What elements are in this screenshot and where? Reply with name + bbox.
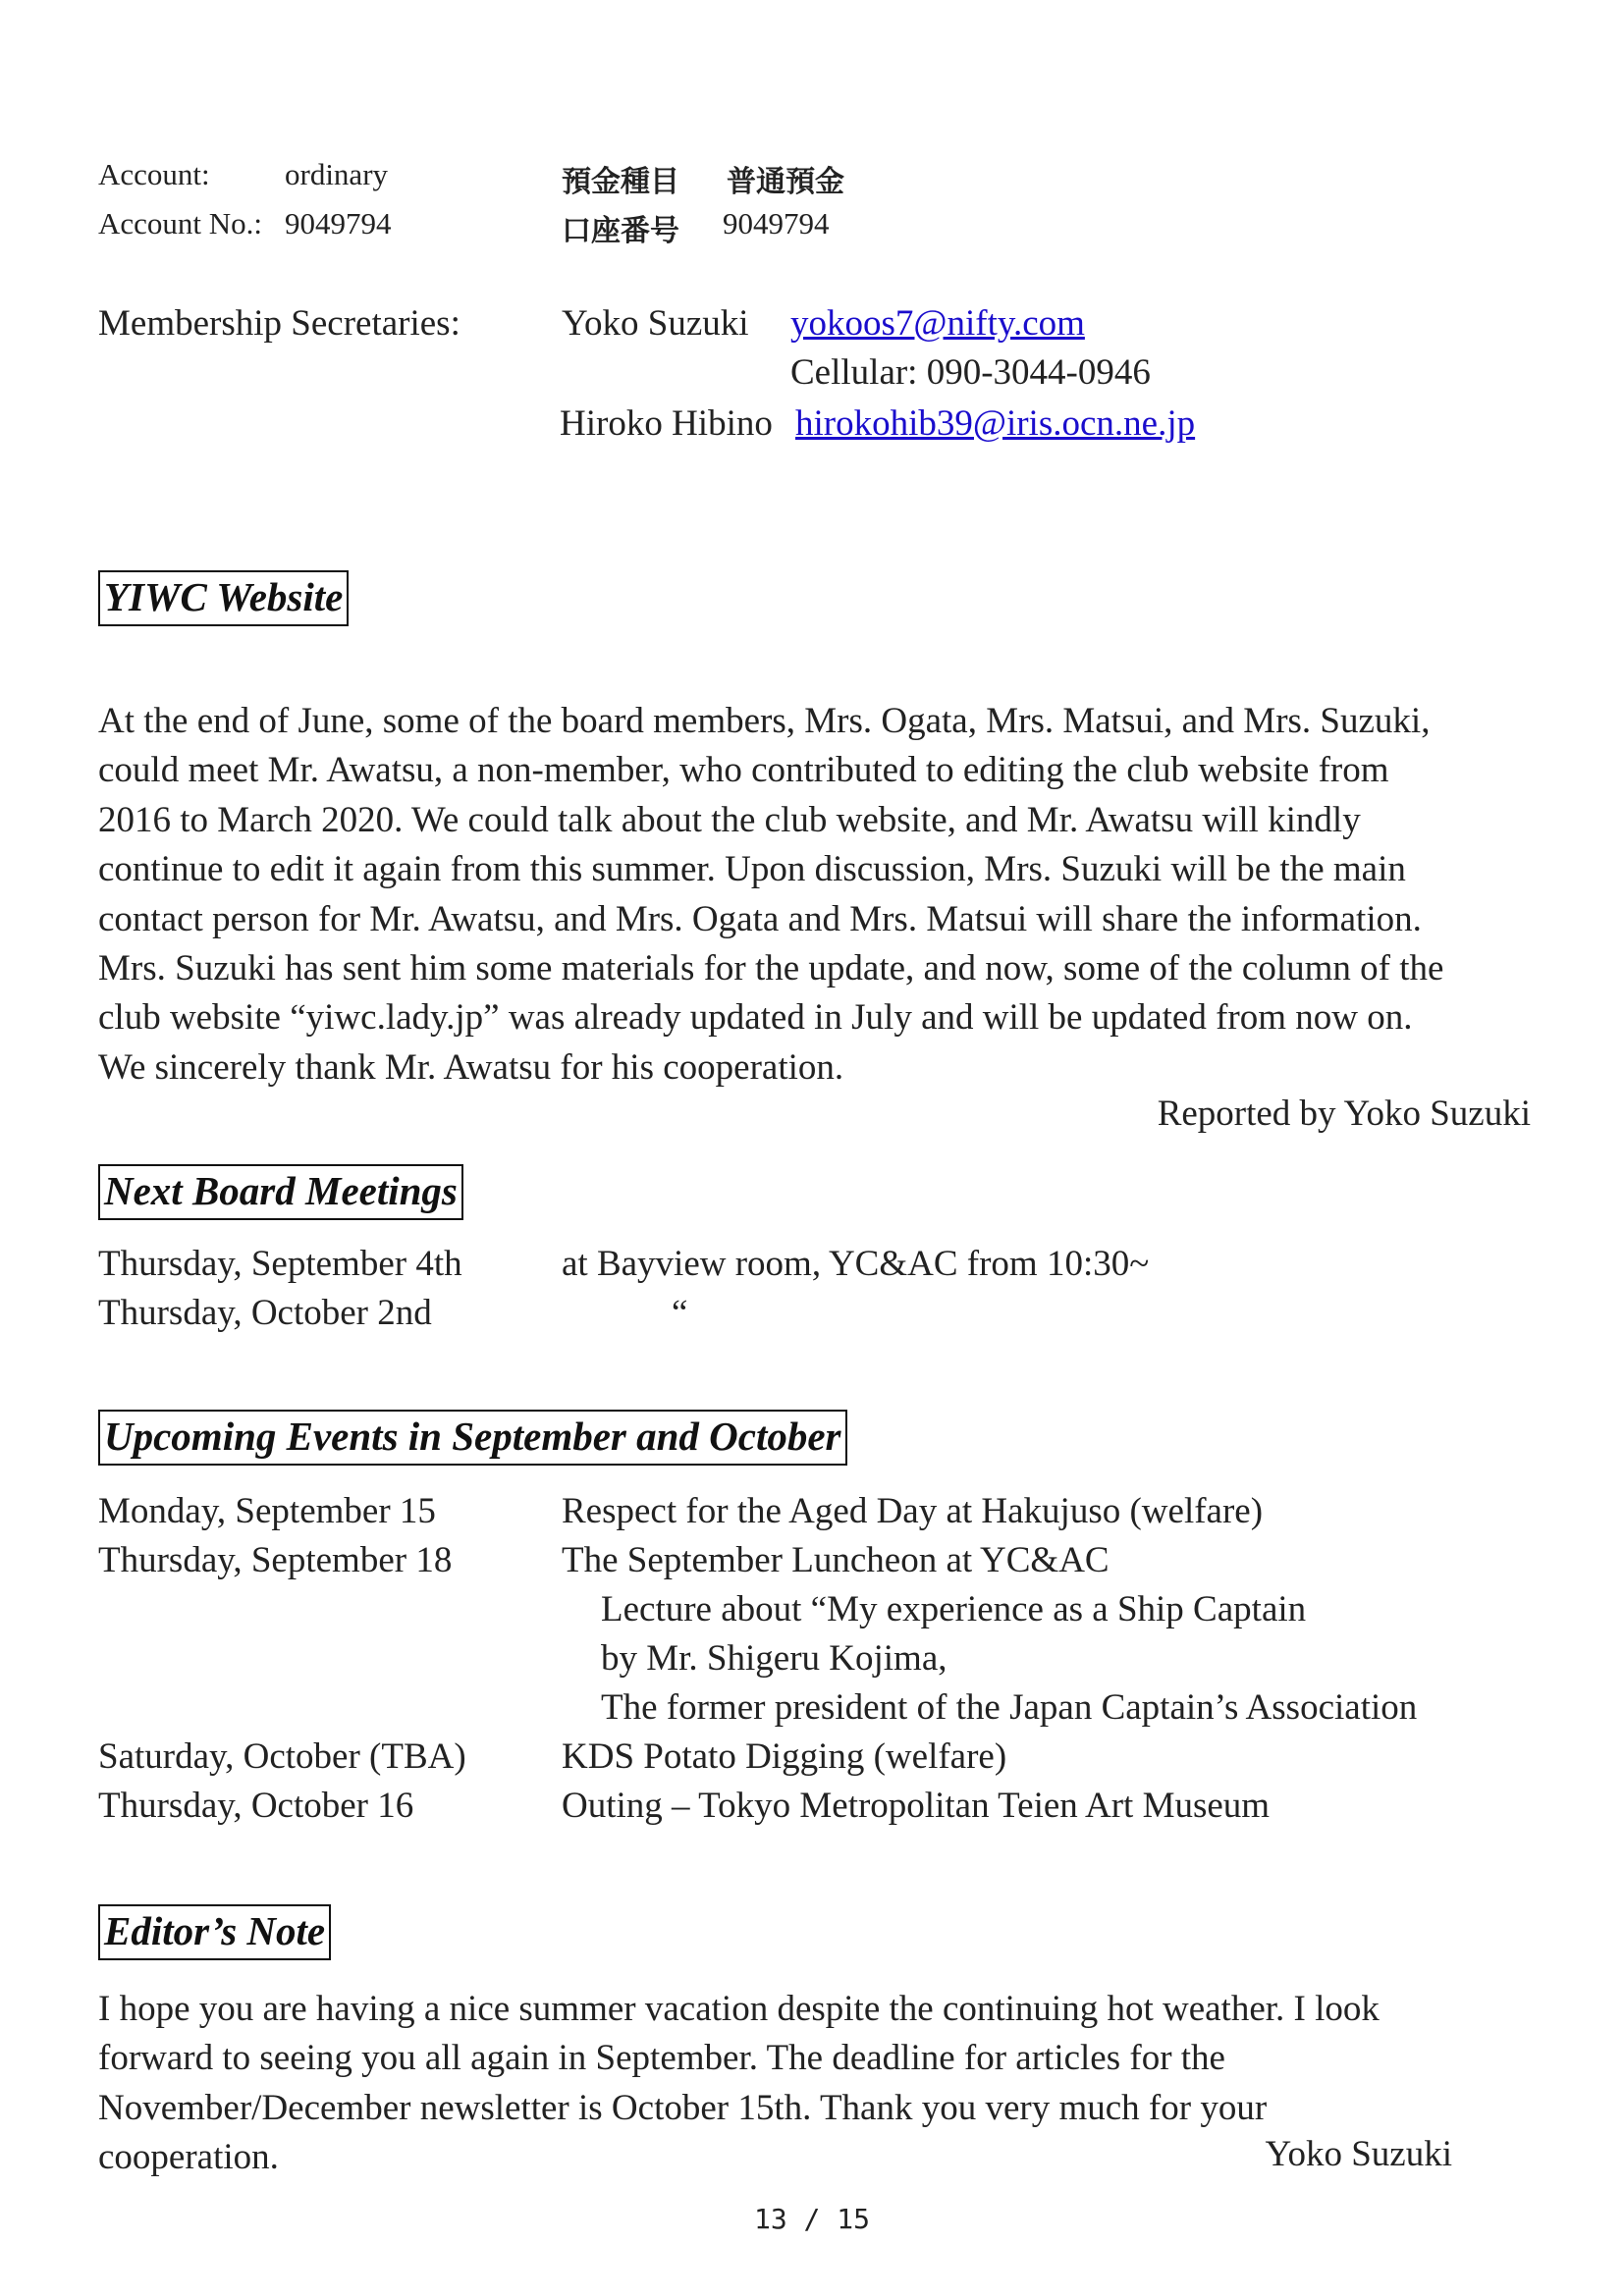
editor-note-heading: Editor’s Note [98,1904,331,1960]
website-line: continue to edit it again from this summer. Upon discussion, Mrs. Suzuki will be the main [98,849,1406,890]
editor-note-line: forward to seeing you all again in September. The deadline for articles for the [98,2038,1225,2079]
event-detail: KDS Potato Digging (welfare) [562,1736,1007,1777]
event-date: Thursday, September 18 [98,1540,453,1580]
event-detail-sub: The former president of the Japan Captain’s Association [601,1687,1418,1728]
editor-note-line: November/December newsletter is October 15th. Thank you very much for your [98,2087,1268,2128]
website-line: contact person for Mr. Awatsu, and Mrs. Ogata and Mrs. Matsui will share the information. [98,898,1422,939]
jp-account-type-label: 預金種目 [562,165,679,199]
website-line: 2016 to March 2020. We could talk about the club website, and Mr. Awatsu will kindly [98,799,1361,840]
editor-note-line: cooperation. [98,2137,279,2178]
event-detail: The September Luncheon at YC&AC [562,1540,1110,1580]
event-detail: Outing – Tokyo Metropolitan Teien Art Museum [562,1786,1271,1826]
account-label: Account: [98,157,210,191]
website-reporter: Reported by Yoko Suzuki [1157,1094,1531,1134]
account-number-value: 9049794 [285,206,392,240]
event-date: Monday, September 15 [98,1491,436,1531]
board-meeting-date: Thursday, October 2nd [98,1293,432,1333]
secretary1-email-link[interactable]: yokoos7@nifty.com [790,303,1085,344]
website-paragraph [98,697,1551,1093]
account-value: ordinary [285,157,389,191]
website-line: could meet Mr. Awatsu, a non-member, who contributed to editing the club website from [98,750,1389,791]
website-line: At the end of June, some of the board members, Mrs. Ogata, Mrs. Matsui, and Mrs. Suzuki, [98,701,1431,741]
event-detail-sub: Lecture about “My experience as a Ship Captain [601,1589,1307,1629]
website-line: Mrs. Suzuki has sent him some materials for the update, and now, some of the column of the [98,948,1444,989]
editor-note-line: I hope you are having a nice summer vacation despite the continuing hot weather. I look [98,1989,1380,2029]
event-date: Saturday, October (TBA) [98,1736,466,1777]
board-meeting-detail-ditto: “ [672,1293,688,1333]
editor-signature: Yoko Suzuki [1265,2134,1452,2174]
jp-account-number-label: 口座番号 [562,214,679,248]
account-number-label: Account No.: [98,206,263,240]
event-detail-sub: by Mr. Shigeru Kojima, [601,1638,947,1679]
events-heading: Upcoming Events in September and October [98,1410,847,1466]
secretary2-name: Hiroko Hibino [560,403,773,444]
website-line: club website “yiwc.lady.jp” was already updated in July and will be updated from now on. [98,997,1413,1039]
event-detail: Respect for the Aged Day at Hakujuso (welfare) [562,1491,1264,1531]
jp-account-number-value: 9049794 [723,206,830,240]
website-heading: YIWC Website [98,570,349,626]
event-date: Thursday, October 16 [98,1786,414,1826]
secretary2-email-link[interactable]: hirokohib39@iris.ocn.ne.jp [795,403,1196,444]
board-meeting-date: Thursday, September 4th [98,1244,462,1284]
page-number: 13 / 15 [753,2203,870,2235]
secretary1-cellular: Cellular: 090-3044-0946 [790,352,1151,393]
board-meetings-heading: Next Board Meetings [98,1164,463,1220]
board-meeting-detail: at Bayview room, YC&AC from 10:30~ [562,1244,1150,1284]
website-line: We sincerely thank Mr. Awatsu for his cooperation. [98,1046,844,1088]
secretary1-name: Yoko Suzuki [562,303,749,344]
membership-label: Membership Secretaries: [98,303,460,344]
jp-account-type-value: 普通預金 [727,165,844,199]
